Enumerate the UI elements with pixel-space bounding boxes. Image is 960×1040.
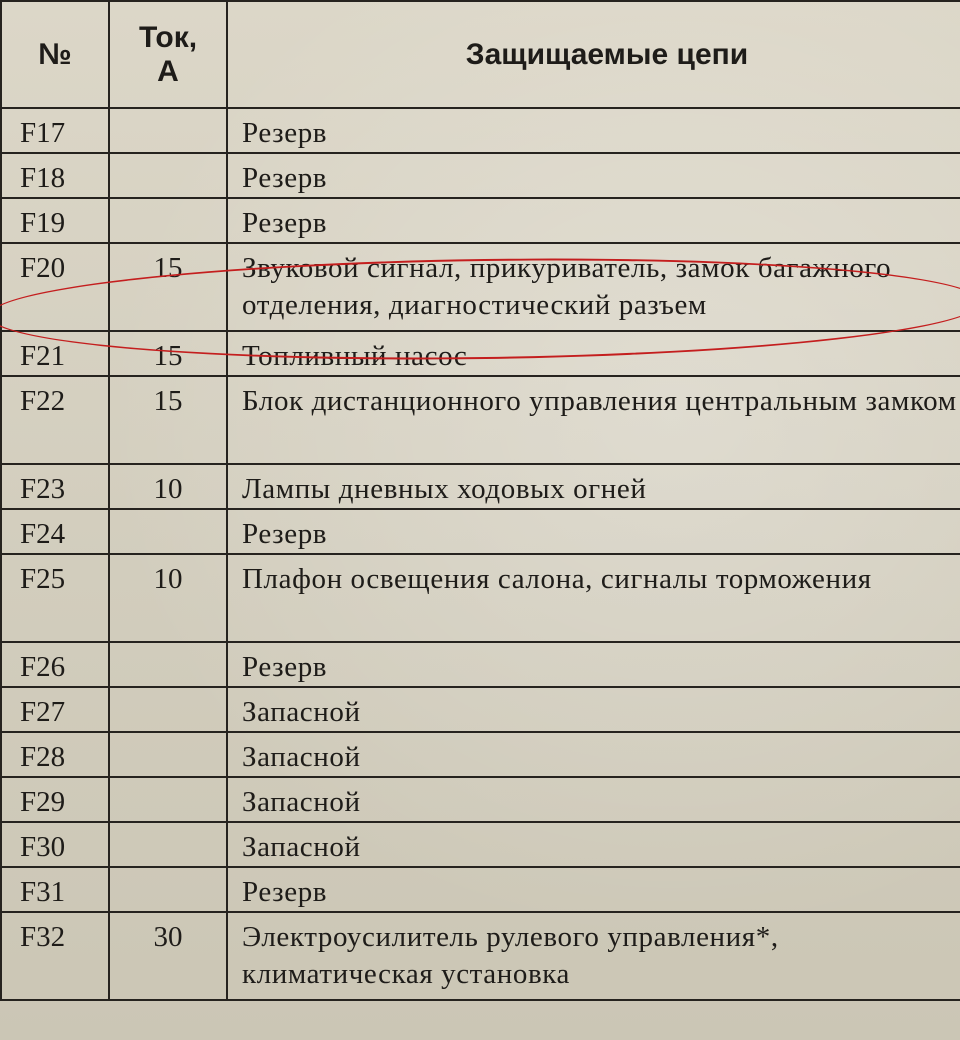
- fuse-number: F31: [1, 867, 109, 912]
- fuse-circuits: Запасной: [227, 822, 960, 867]
- fuse-current: [109, 687, 227, 732]
- fuse-current: 30: [109, 912, 227, 1000]
- fuse-number: F19: [1, 198, 109, 243]
- fuse-circuits: Запасной: [227, 777, 960, 822]
- fuse-current: [109, 777, 227, 822]
- fuse-number: F22: [1, 376, 109, 464]
- fuse-number: F29: [1, 777, 109, 822]
- table-row: [1, 376, 960, 464]
- fuse-circuits: Резерв: [227, 509, 960, 554]
- fuse-number: F20: [1, 243, 109, 331]
- fuse-number: F21: [1, 331, 109, 376]
- fuse-number: F23: [1, 464, 109, 509]
- fuse-circuits: Звуковой сигнал, прикуриватель, замок багажного отделения, диагностический разъем: [227, 243, 960, 331]
- fuse-current: 15: [109, 331, 227, 376]
- table-row-highlighted: [1, 243, 960, 331]
- fuse-current: [109, 509, 227, 554]
- header-number: №: [1, 1, 109, 108]
- table-row: [1, 687, 960, 732]
- table-row: [1, 554, 960, 642]
- fuse-current: [109, 732, 227, 777]
- fuse-circuits: Плафон освещения салона, сигналы торможения: [227, 554, 960, 642]
- fuse-circuits: Блок дистанционного управления центральным замком: [227, 376, 960, 464]
- fuse-number: F32: [1, 912, 109, 1000]
- table-row: [1, 153, 960, 198]
- table-row: [1, 464, 960, 509]
- fuse-current: 10: [109, 554, 227, 642]
- fuse-current: [109, 867, 227, 912]
- table-row: [1, 198, 960, 243]
- fuse-current: 15: [109, 376, 227, 464]
- fuse-current: [109, 822, 227, 867]
- fuse-number: F28: [1, 732, 109, 777]
- fuse-current: 15: [109, 243, 227, 331]
- fuse-circuits: Резерв: [227, 198, 960, 243]
- table-row: [1, 642, 960, 687]
- fuse-circuits: Резерв: [227, 642, 960, 687]
- header-current: Ток, А: [109, 1, 227, 108]
- fuse-number: F24: [1, 509, 109, 554]
- fuse-circuits: Резерв: [227, 108, 960, 153]
- fuse-circuits: Запасной: [227, 687, 960, 732]
- fuse-circuits: Запасной: [227, 732, 960, 777]
- fuse-current: [109, 642, 227, 687]
- fuse-circuits: Электроусилитель рулевого управления*, климатическая установка: [227, 912, 960, 1000]
- fuse-circuits: Резерв: [227, 867, 960, 912]
- table-row: [1, 822, 960, 867]
- table-row: [1, 777, 960, 822]
- fuse-current: [109, 198, 227, 243]
- fuse-current: [109, 153, 227, 198]
- fuse-circuits: Лампы дневных ходовых огней: [227, 464, 960, 509]
- table-header-row: [1, 1, 960, 108]
- fuse-number: F26: [1, 642, 109, 687]
- fuse-number: F30: [1, 822, 109, 867]
- table-row: [1, 732, 960, 777]
- table-row: [1, 108, 960, 153]
- fuse-number: F17: [1, 108, 109, 153]
- fuse-number: F27: [1, 687, 109, 732]
- fuse-circuits: Резерв: [227, 153, 960, 198]
- table-row: [1, 331, 960, 376]
- table-row: [1, 867, 960, 912]
- fuse-number: F18: [1, 153, 109, 198]
- fuse-current: [109, 108, 227, 153]
- fuse-number: F25: [1, 554, 109, 642]
- fuse-current: 10: [109, 464, 227, 509]
- table-row: [1, 912, 960, 1000]
- header-circuits: Защищаемые цепи: [227, 1, 960, 108]
- fuse-circuits: Топливный насос: [227, 331, 960, 376]
- table-row: [1, 509, 960, 554]
